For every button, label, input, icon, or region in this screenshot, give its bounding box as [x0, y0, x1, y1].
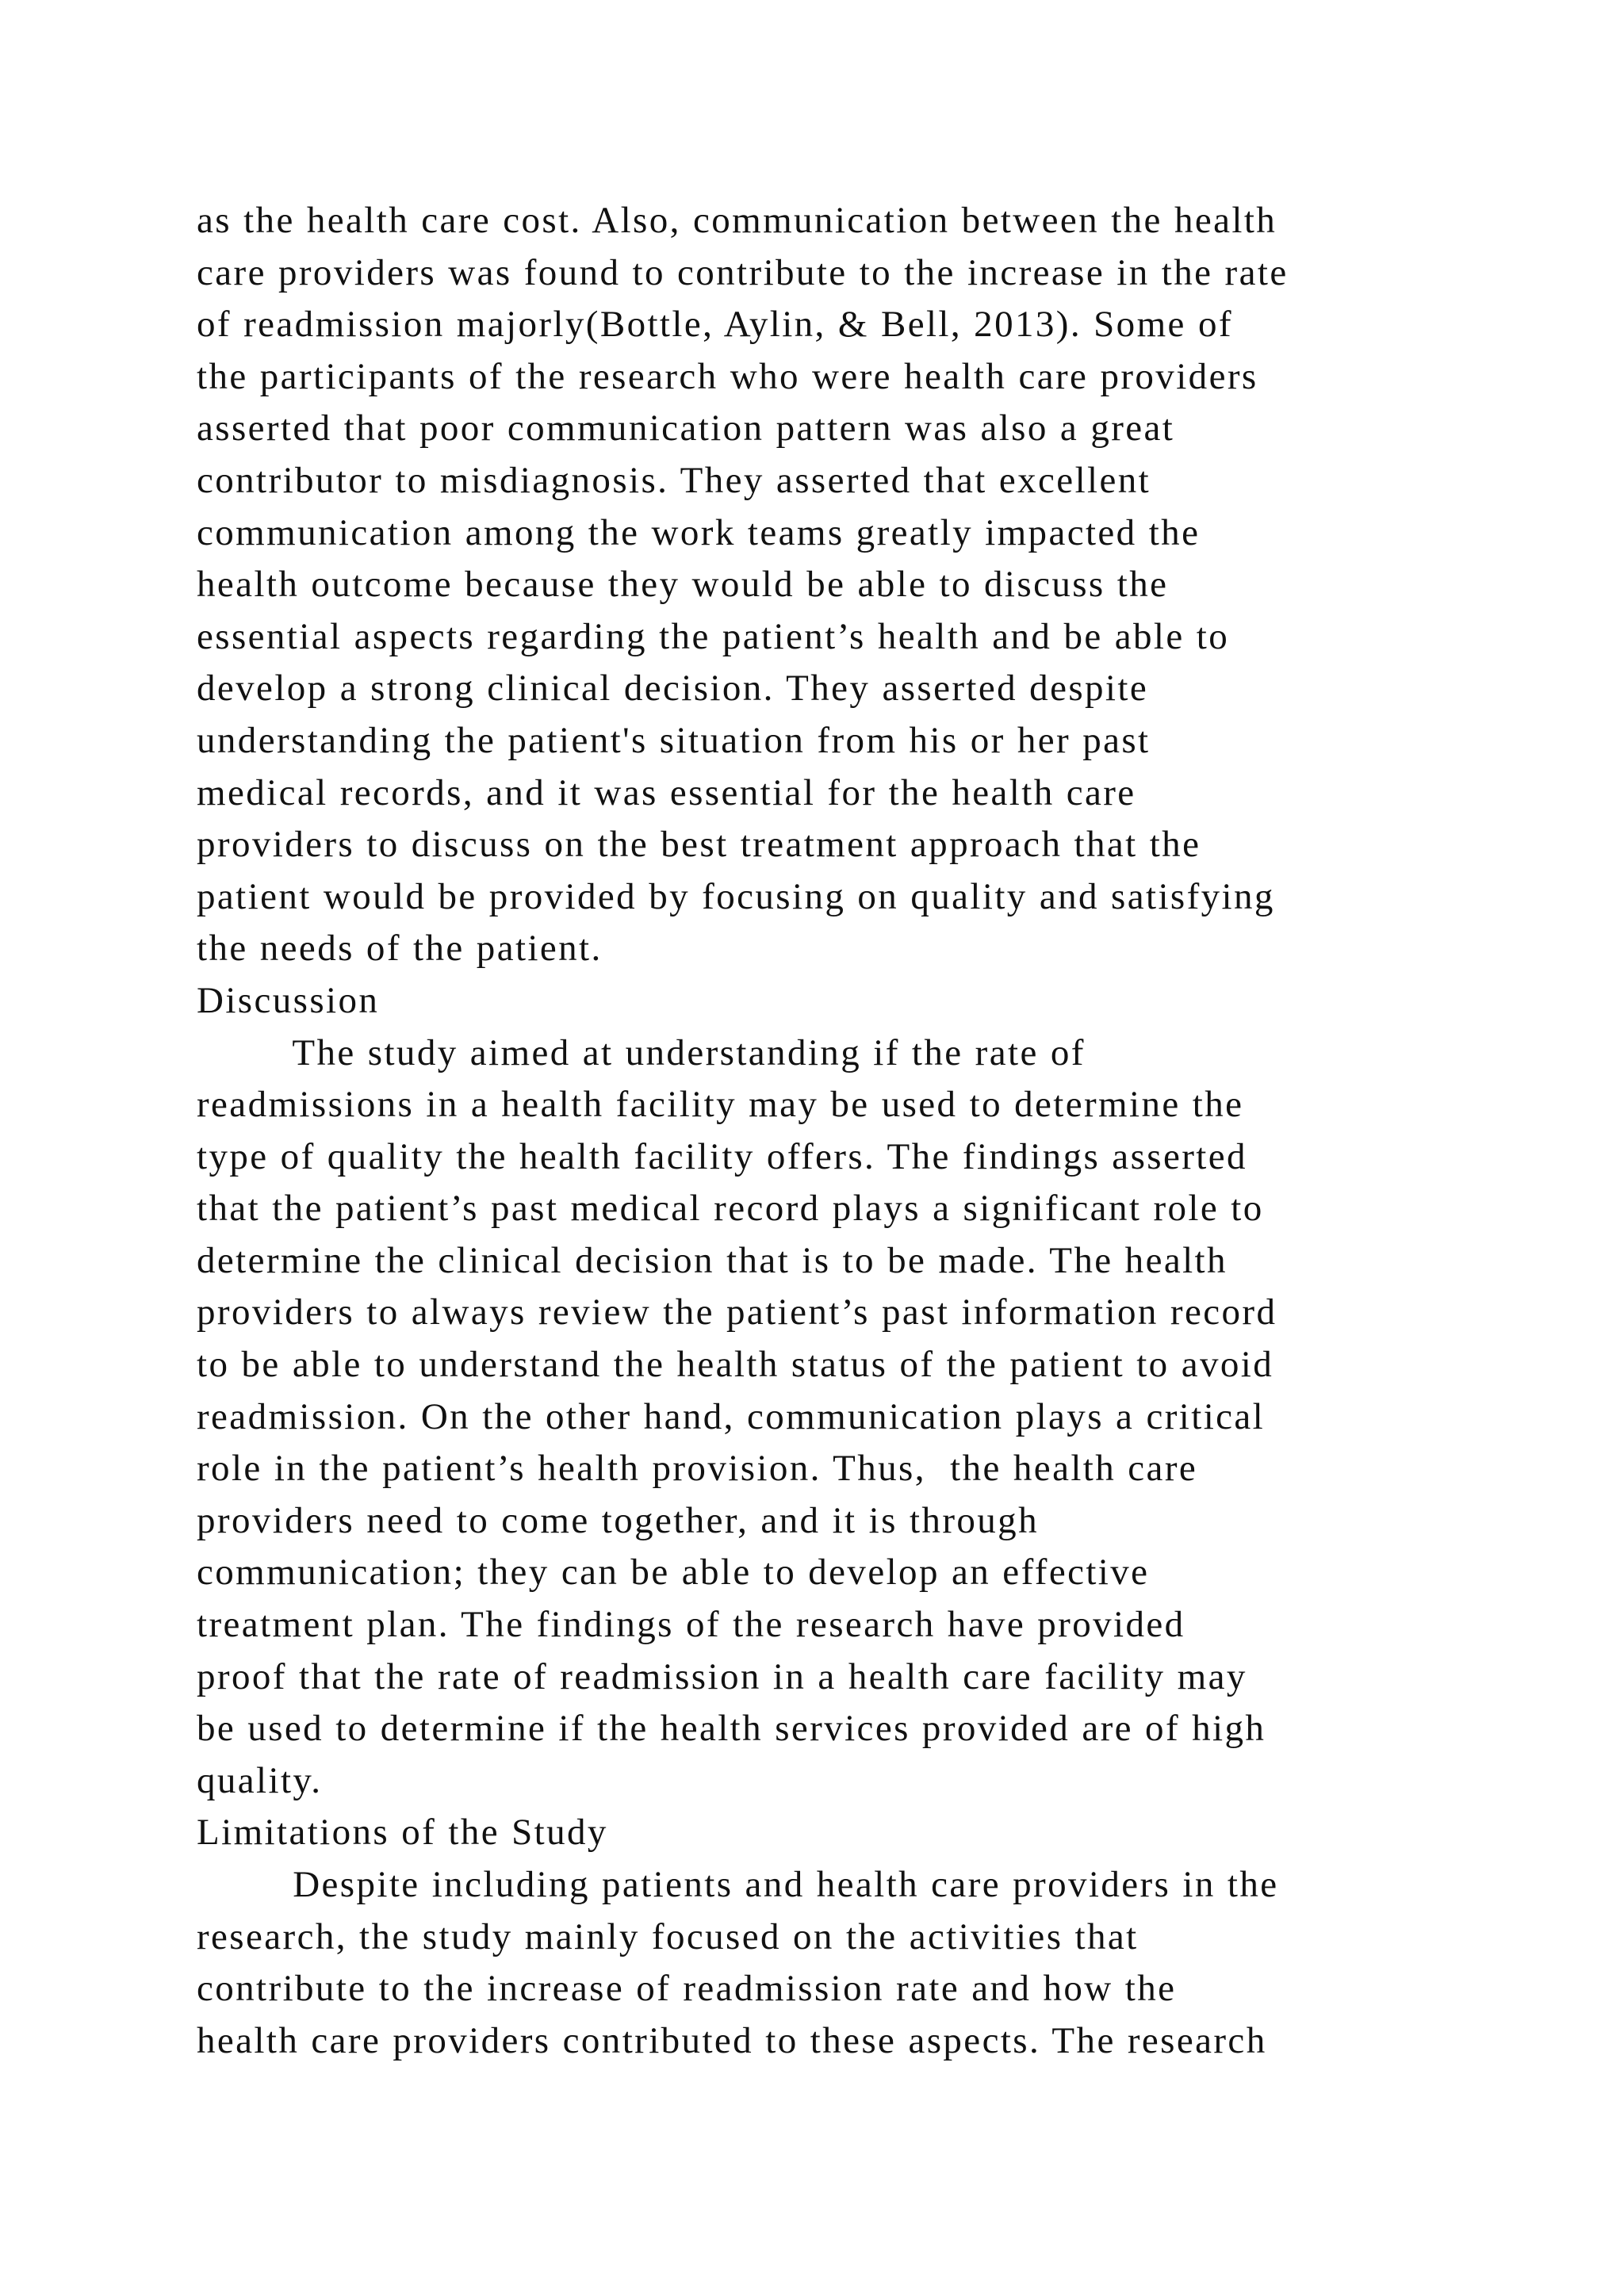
text-line: The study aimed at understanding if the rate of: [197, 1031, 1086, 1073]
text-line: type of quality the health facility offers. The findings asserted: [197, 1135, 1247, 1177]
heading-limitations: Limitations of the Study: [197, 1812, 608, 1854]
text-line: communication; they can be able to develop an effective: [197, 1552, 1150, 1594]
text-line: care providers was found to contribute to the increase in the rate: [197, 251, 1289, 293]
text-line: be used to determine if the health services provided are of high: [197, 1708, 1266, 1750]
text-line: providers to always review the patient’s past information record: [197, 1292, 1277, 1334]
text-line: research, the study mainly focused on the activities that: [197, 1915, 1139, 1957]
text-line: contributor to misdiagnosis. They asserted that excellent: [197, 459, 1151, 501]
text-line: asserted that poor communication pattern was also a great: [197, 408, 1175, 450]
text-line: as the health care cost. Also, communication between the health: [197, 200, 1277, 241]
text-line: readmissions in a health facility may be used to determine the: [197, 1084, 1244, 1126]
text-line: the needs of the patient.: [197, 928, 603, 970]
text-line: communication among the work teams greatly impacted the: [197, 511, 1201, 553]
text-line: providers to discuss on the best treatment approach that the: [197, 824, 1201, 866]
text-line: determine the clinical decision that is to be made. The health: [197, 1239, 1228, 1281]
text-line: role in the patient’s health provision. Thus, the health care: [197, 1448, 1198, 1490]
text-line: of readmission majorly(Bottle, Aylin, & Bell, 2013). Some of: [197, 304, 1233, 346]
text-line: health care providers contributed to these aspects. The research: [197, 2019, 1267, 2061]
text-line: to be able to understand the health status of the patient to avoid: [197, 1344, 1274, 1386]
text-line: readmission. On the other hand, communication plays a critical: [197, 1395, 1266, 1437]
text-line: providers need to come together, and it is through: [197, 1499, 1039, 1541]
text-line: treatment plan. The findings of the research have provided: [197, 1604, 1185, 1646]
text-line: patient would be provided by focusing on quality and satisfying: [197, 875, 1275, 917]
paragraph-results: [197, 195, 1497, 975]
text-line: contribute to the increase of readmission rate and how the: [197, 1968, 1177, 2010]
text-line: health outcome because they would be able to discuss the: [197, 564, 1169, 606]
text-line: Despite including patients and health care providers in the: [197, 1864, 1279, 1905]
document-body: [197, 195, 1497, 2067]
text-line: understanding the patient's situation from his or her past: [197, 719, 1151, 761]
text-line: medical records, and it was essential for the health care: [197, 771, 1136, 813]
text-line: develop a strong clinical decision. They asserted despite: [197, 668, 1149, 710]
text-line: that the patient’s past medical record plays a significant role to: [197, 1188, 1264, 1230]
text-line: essential aspects regarding the patient’s health and be able to: [197, 615, 1230, 657]
text-line: proof that the rate of readmission in a health care facility may: [197, 1655, 1247, 1697]
text-line: the participants of the research who were health care providers: [197, 355, 1258, 397]
text-line: quality.: [197, 1759, 323, 1801]
heading-discussion: Discussion: [197, 979, 380, 1021]
paragraph-limitations: [197, 1859, 1497, 2067]
paragraph-discussion: [197, 1027, 1497, 1808]
